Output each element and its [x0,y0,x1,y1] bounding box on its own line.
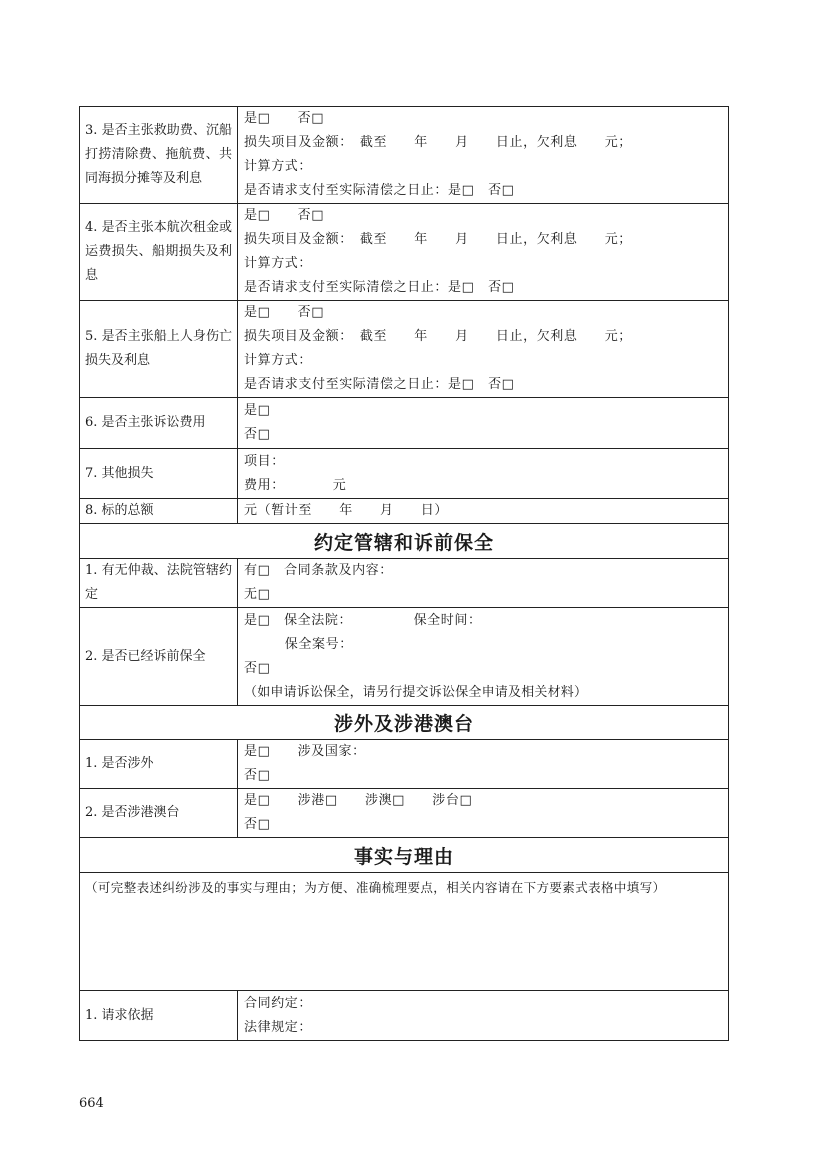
row-label-cell [80,398,238,448]
form-table [79,106,729,1041]
table-row [80,449,728,499]
preservation-court-line[interactable]: 是□ 保全法院： 保全时间： [244,612,482,628]
row-value-cell [238,449,728,498]
facts-instruction-note: （可完整表述纠纷涉及的事实与理由；为方便、准确梳理要点，相关内容请在下方要素式表格中填写） [85,880,666,895]
row-value-cell [238,991,728,1040]
row-label-cell [80,449,238,498]
row-label-cell [80,301,238,397]
contract-agreement-field[interactable]: 合同约定： [244,995,313,1011]
loss-amount-line[interactable]: 损失项目及金额： 截至 年 月 日止，欠利息 元； [244,232,632,247]
row-label-cell [80,499,238,523]
table-row [80,204,728,301]
total-amount-field[interactable]: 元（暂计至 年 月 日） [244,503,449,518]
yes-no-checkboxes[interactable]: 是□ 否□ [244,208,325,223]
no-checkbox[interactable]: 否□ [244,660,271,676]
payment-until-settlement-line[interactable]: 是否请求支付至实际清偿之日止：是□ 否□ [244,280,515,295]
legal-provision-field[interactable]: 法律规定： [244,1019,313,1035]
yes-no-checkboxes[interactable]: 是□ 否□ [244,111,325,126]
foreign-country-line[interactable]: 是□ 涉及国家： [244,744,366,759]
payment-until-settlement-line[interactable]: 是否请求支付至实际清偿之日止：是□ 否□ [244,183,515,198]
table-row [80,301,728,398]
row-label-cell [80,740,238,788]
row-value-cell [238,204,728,300]
row-value-cell [238,608,728,705]
has-agreement-checkbox[interactable]: 有□ 合同条款及内容： [244,563,393,578]
table-row [80,789,728,838]
table-row [80,107,728,204]
row-value-cell [238,789,728,837]
preservation-note: （如申请诉讼保全，请另行提交诉讼保全申请及相关材料） [244,684,588,700]
loss-amount-line[interactable]: 损失项目及金额： 截至 年 月 日止，欠利息 元； [244,329,632,344]
row-label: 2. 是否已经诉前保全 [85,648,206,664]
table-row [80,740,728,789]
row-label-cell [80,559,238,607]
row-label: 1. 有无仲裁、法院管辖约定 [85,563,232,602]
no-agreement-checkbox[interactable]: 无□ [244,587,271,602]
section-heading-foreign: 涉外及涉港澳台 [80,706,728,740]
row-value-cell [238,398,728,448]
row-value-cell [238,559,728,607]
hk-macao-taiwan-checkboxes[interactable]: 是□ 涉港□ 涉澳□ 涉台□ [244,793,473,808]
row-label: 6. 是否主张诉讼费用 [85,415,206,430]
calculation-method-line[interactable]: 计算方式： [244,353,313,368]
no-checkbox[interactable]: 否□ [244,817,271,832]
table-row [80,991,728,1041]
row-label: 2. 是否涉港澳台 [85,805,180,820]
row-value-cell [238,740,728,788]
row-label: 4. 是否主张本航次租金或运费损失、船期损失及利息 [85,220,232,283]
yes-no-checkboxes[interactable]: 是□ 否□ [244,305,325,320]
preservation-case-number-line[interactable]: 保全案号： [244,636,353,652]
calculation-method-line[interactable]: 计算方式： [244,256,313,271]
yes-checkbox[interactable]: 是□ [244,403,271,418]
no-checkbox[interactable]: 否□ [244,768,271,783]
table-row [80,608,728,706]
section-heading-jurisdiction: 约定管辖和诉前保全 [80,524,728,559]
payment-until-settlement-line[interactable]: 是否请求支付至实际清偿之日止：是□ 否□ [244,377,515,392]
section-heading-facts: 事实与理由 [80,838,728,873]
row-value-cell [238,499,728,523]
row-label-cell [80,107,238,203]
row-label: 8. 标的总额 [85,503,154,518]
facts-free-text-area[interactable] [80,873,728,991]
row-label: 7. 其他损失 [85,465,154,481]
row-label-cell [80,789,238,837]
row-label: 1. 请求依据 [85,1007,154,1023]
loss-amount-line[interactable]: 损失项目及金额： 截至 年 月 日止，欠利息 元； [244,135,632,150]
row-label: 5. 是否主张船上人身伤亡损失及利息 [85,329,232,368]
table-row [80,559,728,608]
no-checkbox[interactable]: 否□ [244,427,271,442]
fee-field[interactable]: 费用： 元 [244,477,347,493]
table-row [80,499,728,524]
row-label: 3. 是否主张救助费、沉船打捞清除费、拖航费、共同海损分摊等及利息 [85,123,232,186]
row-label-cell [80,204,238,300]
row-value-cell [238,301,728,397]
row-label-cell [80,991,238,1040]
page-number: 664 [79,1096,104,1111]
item-field[interactable]: 项目： [244,453,285,469]
table-row [80,398,728,449]
calculation-method-line[interactable]: 计算方式： [244,159,313,174]
row-value-cell [238,107,728,203]
row-label-cell [80,608,238,705]
row-label: 1. 是否涉外 [85,756,154,771]
